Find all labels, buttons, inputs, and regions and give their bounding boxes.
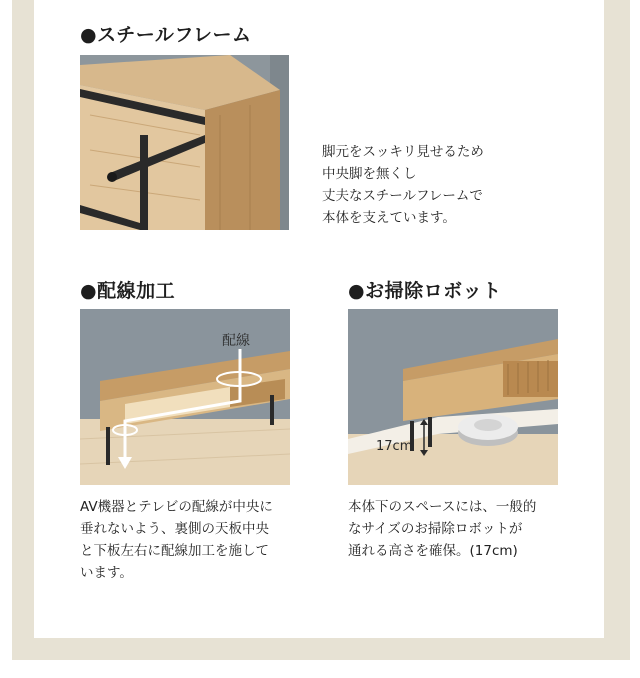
steel-frame-photo xyxy=(80,55,289,230)
wiring-photo xyxy=(80,309,290,485)
steel-frame-heading: ●スチールフレーム xyxy=(80,24,252,46)
steel-frame-description: 脚元をスッキリ見せるため 中央脚を無くし 丈夫なスチールフレームで 本体を支えています。 xyxy=(322,144,484,226)
bottom-strip xyxy=(0,660,640,678)
wiring-description: AV機器とテレビの配線が中央に 垂れないよう、裏側の天板中央 と下板左右に配線加工を施して います。 xyxy=(80,499,273,581)
robot-photo xyxy=(348,309,558,485)
wiring-heading: ●配線加工 xyxy=(80,280,176,302)
robot-description: 本体下のスペースには、一般的 なサイズのお掃除ロボットが 通れる高さを確保。(17cm) xyxy=(348,499,537,559)
robot-image-label: 17cm xyxy=(376,439,413,454)
wiring-image-label: 配線 xyxy=(222,333,250,349)
robot-heading: ●お掃除ロボット xyxy=(348,280,502,302)
